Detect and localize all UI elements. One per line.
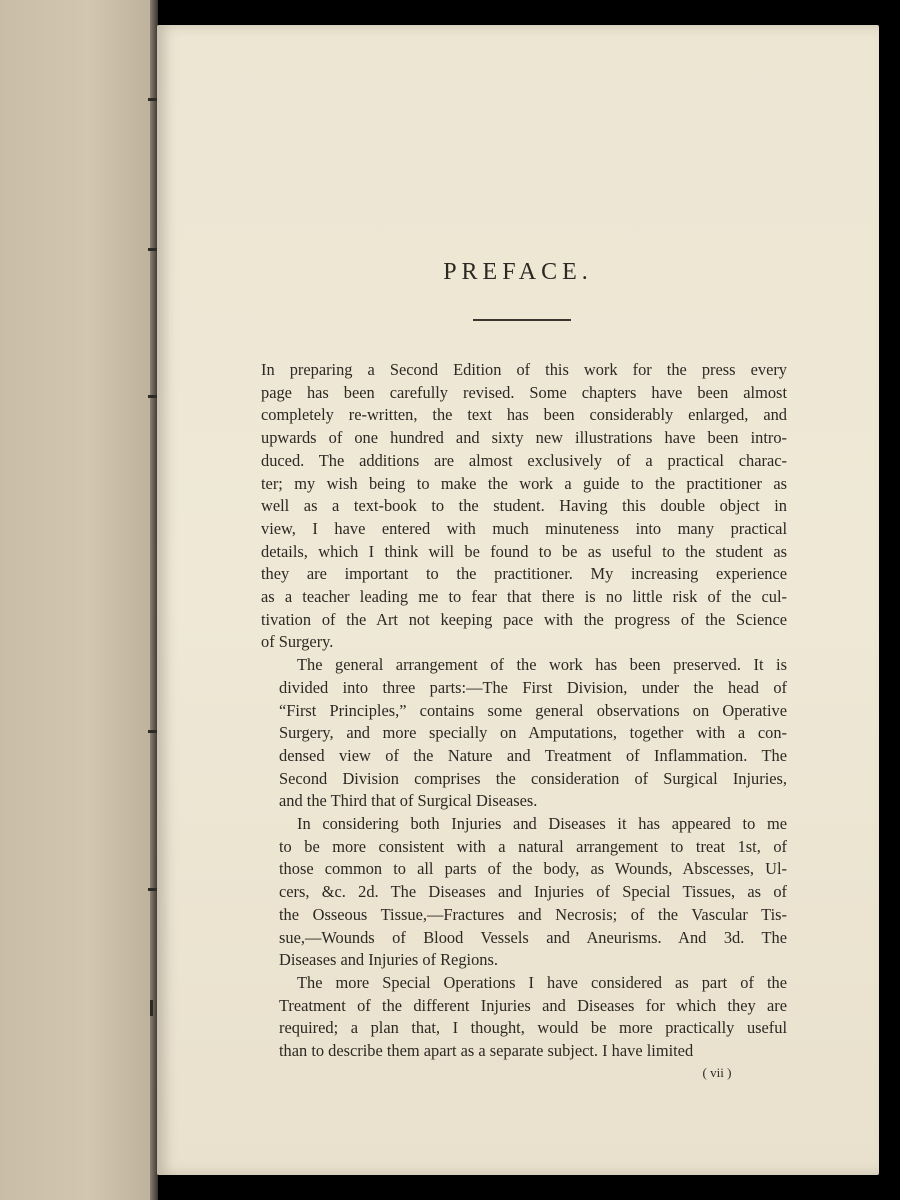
- text-line: cers, &c. 2d. The Diseases and Injuries of Special Tissues, as of: [279, 882, 787, 902]
- text-line: Treatment of the different Injuries and Diseases for which they are: [279, 995, 787, 1015]
- facing-page-edge: [0, 0, 150, 1200]
- text-line: details, which I think will be found to be as useful to the student as: [261, 541, 787, 561]
- preface-body: [261, 359, 787, 1063]
- text-line: view, I have entered with much minuteness into many practical: [261, 518, 787, 538]
- text-line: Diseases and Injuries of Regions.: [279, 950, 498, 970]
- text-line: duced. The additions are almost exclusively of a practical charac-: [261, 450, 787, 470]
- page-edge-mark: [150, 1000, 153, 1016]
- text-line: well as a text-book to the student. Having this double object in: [261, 496, 787, 516]
- text-line: upwards of one hundred and sixty new illustrations have been intro-: [261, 428, 787, 448]
- text-line: Surgery, and more specially on Amputations, together with a con-: [279, 723, 787, 743]
- text-line: The more Special Operations I have considered as part of the: [297, 972, 787, 992]
- text-line: divided into three parts:—The First Division, under the head of: [279, 677, 787, 697]
- text-line: and the Third that of Surgical Diseases.: [279, 791, 538, 811]
- page-number: ( vii ): [702, 1065, 732, 1080]
- paragraph: [261, 654, 787, 813]
- text-line: tivation of the Art not keeping pace with the progress of the Science: [261, 609, 787, 629]
- text-line: they are important to the practitioner. My increasing experience: [261, 564, 787, 584]
- text-line: the Osseous Tissue,—Fractures and Necrosis; of the Vascular Tis-: [279, 904, 787, 924]
- page-title: PREFACE.: [443, 259, 593, 285]
- text-line: In considering both Injuries and Diseases it has appeared to me: [297, 814, 787, 834]
- text-line: as a teacher leading me to fear that there is no little risk of the cul-: [261, 587, 787, 607]
- text-line: ter; my wish being to make the work a guide to the practitioner as: [261, 473, 787, 493]
- text-line: of Surgery.: [261, 632, 334, 652]
- text-line: Second Division comprises the consideration of Surgical Injuries,: [279, 768, 787, 788]
- text-line: than to describe them apart as a separate subject. I have limited: [279, 1041, 694, 1061]
- paragraph: [261, 972, 787, 1063]
- text-line: In preparing a Second Edition of this work for the press every: [261, 360, 787, 379]
- text-line: The general arrangement of the work has been preserved. It is: [297, 655, 787, 675]
- paragraph: [261, 359, 787, 654]
- text-line: page has been carefully revised. Some chapters have been almost: [261, 382, 787, 402]
- title-rule: [473, 319, 571, 321]
- text-line: to be more consistent with a natural arrangement to treat 1st, of: [279, 836, 787, 856]
- book-page: [157, 25, 879, 1175]
- text-line: required; a plan that, I thought, would be more practically useful: [279, 1018, 787, 1038]
- text-line: “First Principles,” contains some general observations on Operative: [279, 700, 787, 720]
- text-line: densed view of the Nature and Treatment of Inflammation. The: [279, 745, 787, 765]
- paragraph: [261, 813, 787, 972]
- text-line: those common to all parts of the body, as Wounds, Abscesses, Ul-: [279, 859, 787, 879]
- text-line: completely re-written, the text has been considerably enlarged, and: [261, 405, 787, 425]
- text-line: sue,—Wounds of Blood Vessels and Aneurisms. And 3d. The: [279, 927, 787, 947]
